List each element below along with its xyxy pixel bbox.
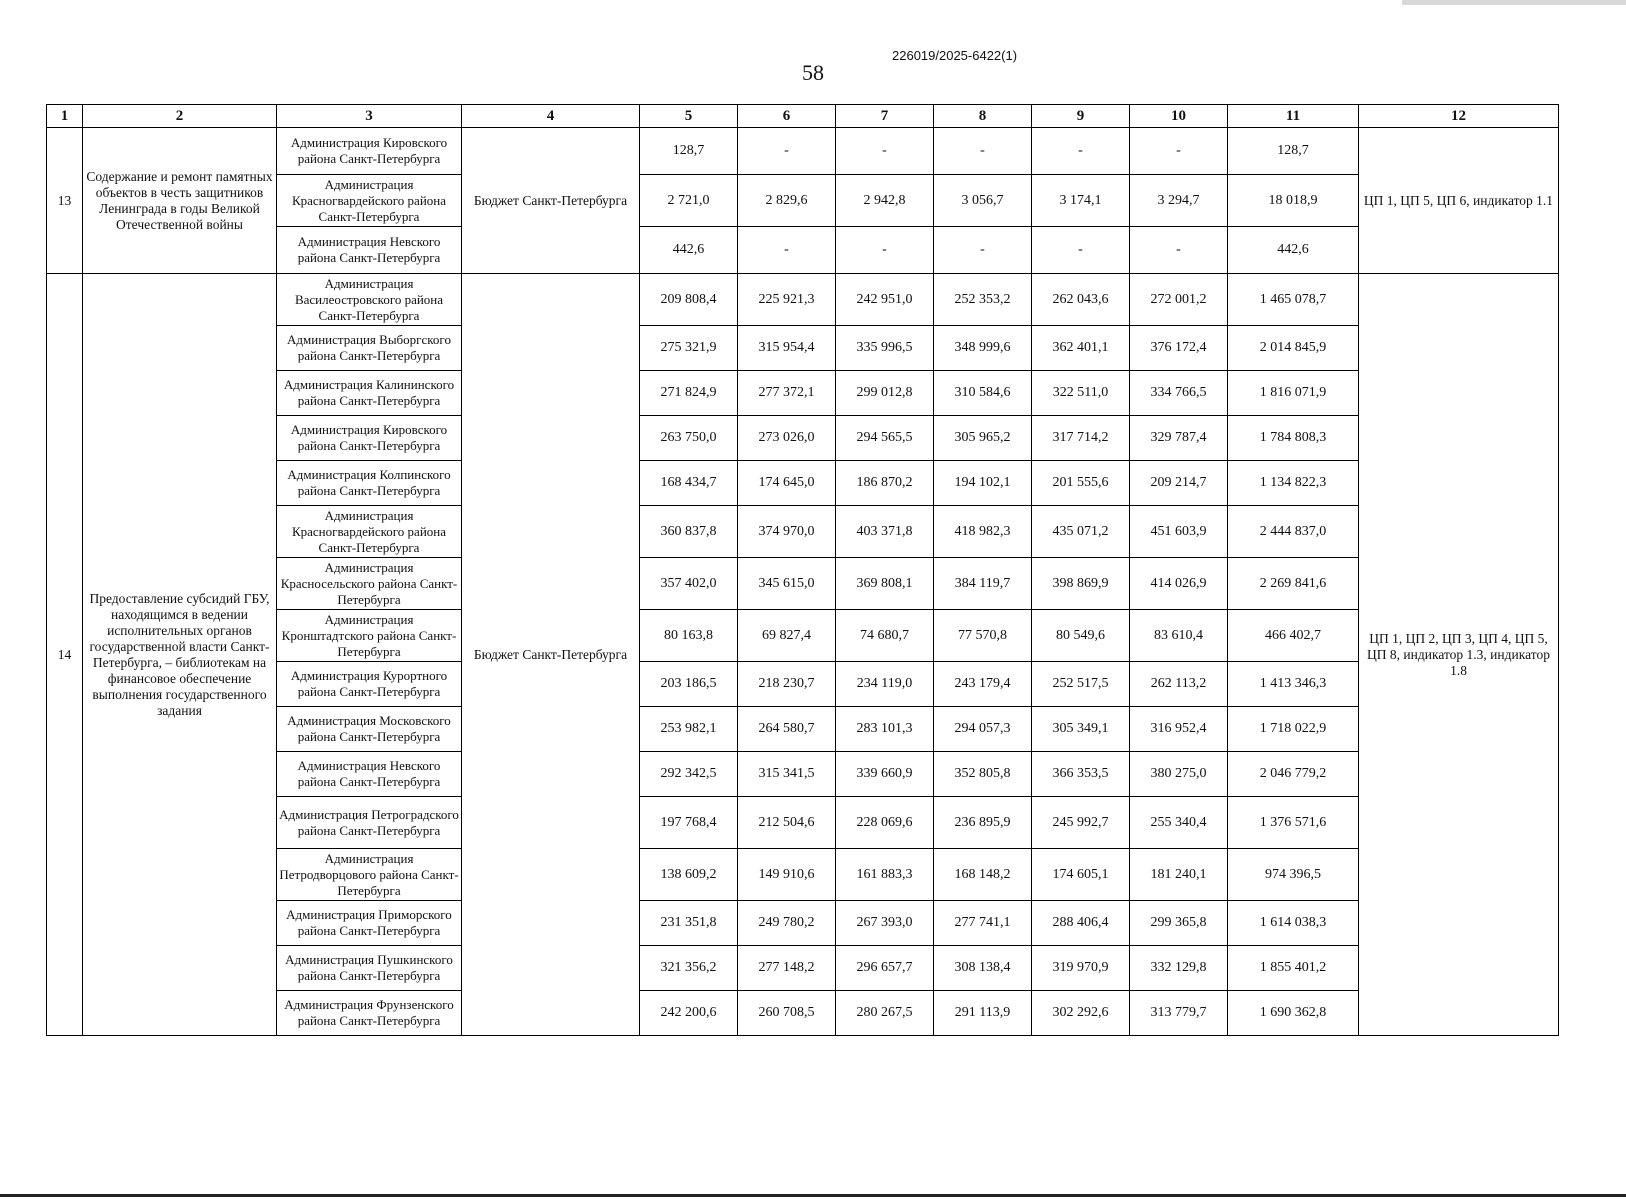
- year-value: 252 353,2: [934, 274, 1032, 326]
- year-value: 255 340,4: [1130, 797, 1228, 849]
- year-value: 262 113,2: [1130, 662, 1228, 707]
- year-value: 212 504,6: [738, 797, 836, 849]
- year-value: 128,7: [640, 128, 738, 175]
- year-value: 316 952,4: [1130, 707, 1228, 752]
- year-value: 242 200,6: [640, 991, 738, 1036]
- administration-cell: Администрация Московского района Санкт-Петербурга: [277, 707, 462, 752]
- year-value: 332 129,8: [1130, 946, 1228, 991]
- year-value: -: [836, 128, 934, 175]
- year-value: 305 965,2: [934, 416, 1032, 461]
- top-edge-bar: [1402, 0, 1626, 5]
- year-value: 302 292,6: [1032, 991, 1130, 1036]
- year-value: 3 294,7: [1130, 175, 1228, 227]
- year-value: 288 406,4: [1032, 901, 1130, 946]
- total-value: 1 855 401,2: [1228, 946, 1359, 991]
- year-value: 236 895,9: [934, 797, 1032, 849]
- year-value: -: [738, 227, 836, 274]
- year-value: 2 942,8: [836, 175, 934, 227]
- year-value: -: [1032, 227, 1130, 274]
- year-value: 272 001,2: [1130, 274, 1228, 326]
- year-value: 283 101,3: [836, 707, 934, 752]
- year-value: 3 174,1: [1032, 175, 1130, 227]
- year-value: 253 982,1: [640, 707, 738, 752]
- administration-cell: Администрация Колпинского района Санкт-Петербурга: [277, 461, 462, 506]
- total-value: 1 718 022,9: [1228, 707, 1359, 752]
- year-value: 366 353,5: [1032, 752, 1130, 797]
- col-header: 8: [934, 105, 1032, 128]
- year-value: 362 401,1: [1032, 326, 1130, 371]
- year-value: 245 992,7: [1032, 797, 1130, 849]
- year-value: 277 741,1: [934, 901, 1032, 946]
- year-value: 228 069,6: [836, 797, 934, 849]
- year-value: 357 402,0: [640, 558, 738, 610]
- col-header: 3: [277, 105, 462, 128]
- total-value: 1 784 808,3: [1228, 416, 1359, 461]
- administration-cell: Администрация Петроградского района Санкт-Петербурга: [277, 797, 462, 849]
- col-header: 4: [462, 105, 640, 128]
- year-value: 414 026,9: [1130, 558, 1228, 610]
- administration-cell: Администрация Василеостровского района Санкт-Петербурга: [277, 274, 462, 326]
- year-value: 262 043,6: [1032, 274, 1130, 326]
- document-id: 226019/2025-6422(1): [892, 48, 1018, 63]
- year-value: 451 603,9: [1130, 506, 1228, 558]
- year-value: 77 570,8: [934, 610, 1032, 662]
- year-value: 435 071,2: [1032, 506, 1130, 558]
- col-header: 10: [1130, 105, 1228, 128]
- year-value: 252 517,5: [1032, 662, 1130, 707]
- total-value: 974 396,5: [1228, 849, 1359, 901]
- year-value: 225 921,3: [738, 274, 836, 326]
- total-value: 2 269 841,6: [1228, 558, 1359, 610]
- total-value: 1 134 822,3: [1228, 461, 1359, 506]
- administration-cell: Администрация Красногвардейского района Санкт-Петербурга: [277, 175, 462, 227]
- measure-name: Содержание и ремонт памятных объектов в честь защитников Ленинграда в годы Великой Отечественной войны: [83, 128, 277, 274]
- administration-cell: Администрация Приморского района Санкт-Петербурга: [277, 901, 462, 946]
- year-value: 315 954,4: [738, 326, 836, 371]
- year-value: 352 805,8: [934, 752, 1032, 797]
- measure-name: Предоставление субсидий ГБУ, находящимся в ведении исполнительных органов государственной власти Санкт-Петербурга, – библиотекам на финансовое обеспечение выполнения государственного задания: [83, 274, 277, 1036]
- year-value: 149 910,6: [738, 849, 836, 901]
- total-value: 1 376 571,6: [1228, 797, 1359, 849]
- year-value: -: [738, 128, 836, 175]
- year-value: 277 148,2: [738, 946, 836, 991]
- year-value: 335 996,5: [836, 326, 934, 371]
- administration-cell: Администрация Красносельского района Санкт-Петербурга: [277, 558, 462, 610]
- year-value: 231 351,8: [640, 901, 738, 946]
- year-value: 2 721,0: [640, 175, 738, 227]
- year-value: 174 645,0: [738, 461, 836, 506]
- year-value: 194 102,1: [934, 461, 1032, 506]
- total-value: 1 690 362,8: [1228, 991, 1359, 1036]
- year-value: 3 056,7: [934, 175, 1032, 227]
- year-value: 243 179,4: [934, 662, 1032, 707]
- budget-source: Бюджет Санкт-Петербурга: [462, 128, 640, 274]
- year-value: 339 660,9: [836, 752, 934, 797]
- year-value: 360 837,8: [640, 506, 738, 558]
- year-value: 294 057,3: [934, 707, 1032, 752]
- year-value: 299 365,8: [1130, 901, 1228, 946]
- table-row: [47, 274, 1559, 326]
- year-value: 273 026,0: [738, 416, 836, 461]
- year-value: 374 970,0: [738, 506, 836, 558]
- year-value: 263 750,0: [640, 416, 738, 461]
- year-value: 209 214,7: [1130, 461, 1228, 506]
- total-value: 18 018,9: [1228, 175, 1359, 227]
- year-value: 310 584,6: [934, 371, 1032, 416]
- year-value: -: [836, 227, 934, 274]
- year-value: 292 342,5: [640, 752, 738, 797]
- year-value: 321 356,2: [640, 946, 738, 991]
- col-header: 9: [1032, 105, 1130, 128]
- year-value: 313 779,7: [1130, 991, 1228, 1036]
- year-value: 234 119,0: [836, 662, 934, 707]
- total-value: 2 046 779,2: [1228, 752, 1359, 797]
- year-value: 322 511,0: [1032, 371, 1130, 416]
- indicator-cell: ЦП 1, ЦП 5, ЦП 6, индикатор 1.1: [1359, 128, 1559, 274]
- year-value: 329 787,4: [1130, 416, 1228, 461]
- page-number: 58: [802, 60, 824, 85]
- budget-table: [46, 104, 1559, 1036]
- year-value: 203 186,5: [640, 662, 738, 707]
- year-value: 398 869,9: [1032, 558, 1130, 610]
- year-value: 315 341,5: [738, 752, 836, 797]
- year-value: 348 999,6: [934, 326, 1032, 371]
- year-value: 280 267,5: [836, 991, 934, 1036]
- year-value: 305 349,1: [1032, 707, 1130, 752]
- col-header: 11: [1228, 105, 1359, 128]
- year-value: 299 012,8: [836, 371, 934, 416]
- year-value: 260 708,5: [738, 991, 836, 1036]
- total-value: 1 413 346,3: [1228, 662, 1359, 707]
- year-value: 209 808,4: [640, 274, 738, 326]
- year-value: 218 230,7: [738, 662, 836, 707]
- administration-cell: Администрация Петродворцового района Санкт-Петербурга: [277, 849, 462, 901]
- administration-cell: Администрация Курортного района Санкт-Петербурга: [277, 662, 462, 707]
- year-value: 403 371,8: [836, 506, 934, 558]
- year-value: 80 549,6: [1032, 610, 1130, 662]
- total-value: 128,7: [1228, 128, 1359, 175]
- year-value: 74 680,7: [836, 610, 934, 662]
- year-value: 264 580,7: [738, 707, 836, 752]
- administration-cell: Администрация Фрунзенского района Санкт-Петербурга: [277, 991, 462, 1036]
- year-value: 249 780,2: [738, 901, 836, 946]
- col-header: 12: [1359, 105, 1559, 128]
- total-value: 1 816 071,9: [1228, 371, 1359, 416]
- year-value: 294 565,5: [836, 416, 934, 461]
- table-body: [47, 128, 1559, 1036]
- year-value: 83 610,4: [1130, 610, 1228, 662]
- year-value: 197 768,4: [640, 797, 738, 849]
- year-value: 168 434,7: [640, 461, 738, 506]
- administration-cell: Администрация Пушкинского района Санкт-Петербурга: [277, 946, 462, 991]
- year-value: 2 829,6: [738, 175, 836, 227]
- row-number: 13: [47, 128, 83, 274]
- year-value: -: [934, 227, 1032, 274]
- year-value: 80 163,8: [640, 610, 738, 662]
- year-value: 174 605,1: [1032, 849, 1130, 901]
- col-header: 7: [836, 105, 934, 128]
- year-value: -: [1130, 128, 1228, 175]
- year-value: 317 714,2: [1032, 416, 1130, 461]
- administration-cell: Администрация Калининского района Санкт-Петербурга: [277, 371, 462, 416]
- year-value: 277 372,1: [738, 371, 836, 416]
- col-header: 5: [640, 105, 738, 128]
- administration-cell: Администрация Кировского района Санкт-Петербурга: [277, 128, 462, 175]
- table-row: [47, 128, 1559, 175]
- bottom-edge-line: [0, 1194, 1626, 1197]
- year-value: -: [1130, 227, 1228, 274]
- year-value: 201 555,6: [1032, 461, 1130, 506]
- administration-cell: Администрация Кировского района Санкт-Петербурга: [277, 416, 462, 461]
- year-value: 384 119,7: [934, 558, 1032, 610]
- year-value: 380 275,0: [1130, 752, 1228, 797]
- budget-source: Бюджет Санкт-Петербурга: [462, 274, 640, 1036]
- total-value: 442,6: [1228, 227, 1359, 274]
- year-value: 186 870,2: [836, 461, 934, 506]
- year-value: 138 609,2: [640, 849, 738, 901]
- col-header: 6: [738, 105, 836, 128]
- year-value: 271 824,9: [640, 371, 738, 416]
- administration-cell: Администрация Красногвардейского района Санкт-Петербурга: [277, 506, 462, 558]
- year-value: -: [1032, 128, 1130, 175]
- total-value: 1 465 078,7: [1228, 274, 1359, 326]
- year-value: 275 321,9: [640, 326, 738, 371]
- year-value: 319 970,9: [1032, 946, 1130, 991]
- year-value: 345 615,0: [738, 558, 836, 610]
- administration-cell: Администрация Невского района Санкт-Петербурга: [277, 752, 462, 797]
- year-value: 308 138,4: [934, 946, 1032, 991]
- year-value: 376 172,4: [1130, 326, 1228, 371]
- administration-cell: Администрация Невского района Санкт-Петербурга: [277, 227, 462, 274]
- year-value: -: [934, 128, 1032, 175]
- year-value: 369 808,1: [836, 558, 934, 610]
- total-value: 2 444 837,0: [1228, 506, 1359, 558]
- year-value: 334 766,5: [1130, 371, 1228, 416]
- year-value: 181 240,1: [1130, 849, 1228, 901]
- year-value: 418 982,3: [934, 506, 1032, 558]
- col-header: 2: [83, 105, 277, 128]
- year-value: 442,6: [640, 227, 738, 274]
- indicator-cell: ЦП 1, ЦП 2, ЦП 3, ЦП 4, ЦП 5, ЦП 8, индикатор 1.3, индикатор 1.8: [1359, 274, 1559, 1036]
- total-value: 1 614 038,3: [1228, 901, 1359, 946]
- administration-cell: Администрация Выборгского района Санкт-Петербурга: [277, 326, 462, 371]
- total-value: 466 402,7: [1228, 610, 1359, 662]
- year-value: 242 951,0: [836, 274, 934, 326]
- header-row: [47, 105, 1559, 128]
- year-value: 291 113,9: [934, 991, 1032, 1036]
- year-value: 296 657,7: [836, 946, 934, 991]
- total-value: 2 014 845,9: [1228, 326, 1359, 371]
- year-value: 168 148,2: [934, 849, 1032, 901]
- col-header: 1: [47, 105, 83, 128]
- year-value: 161 883,3: [836, 849, 934, 901]
- row-number: 14: [47, 274, 83, 1036]
- year-value: 69 827,4: [738, 610, 836, 662]
- administration-cell: Администрация Кронштадтского района Санкт-Петербурга: [277, 610, 462, 662]
- year-value: 267 393,0: [836, 901, 934, 946]
